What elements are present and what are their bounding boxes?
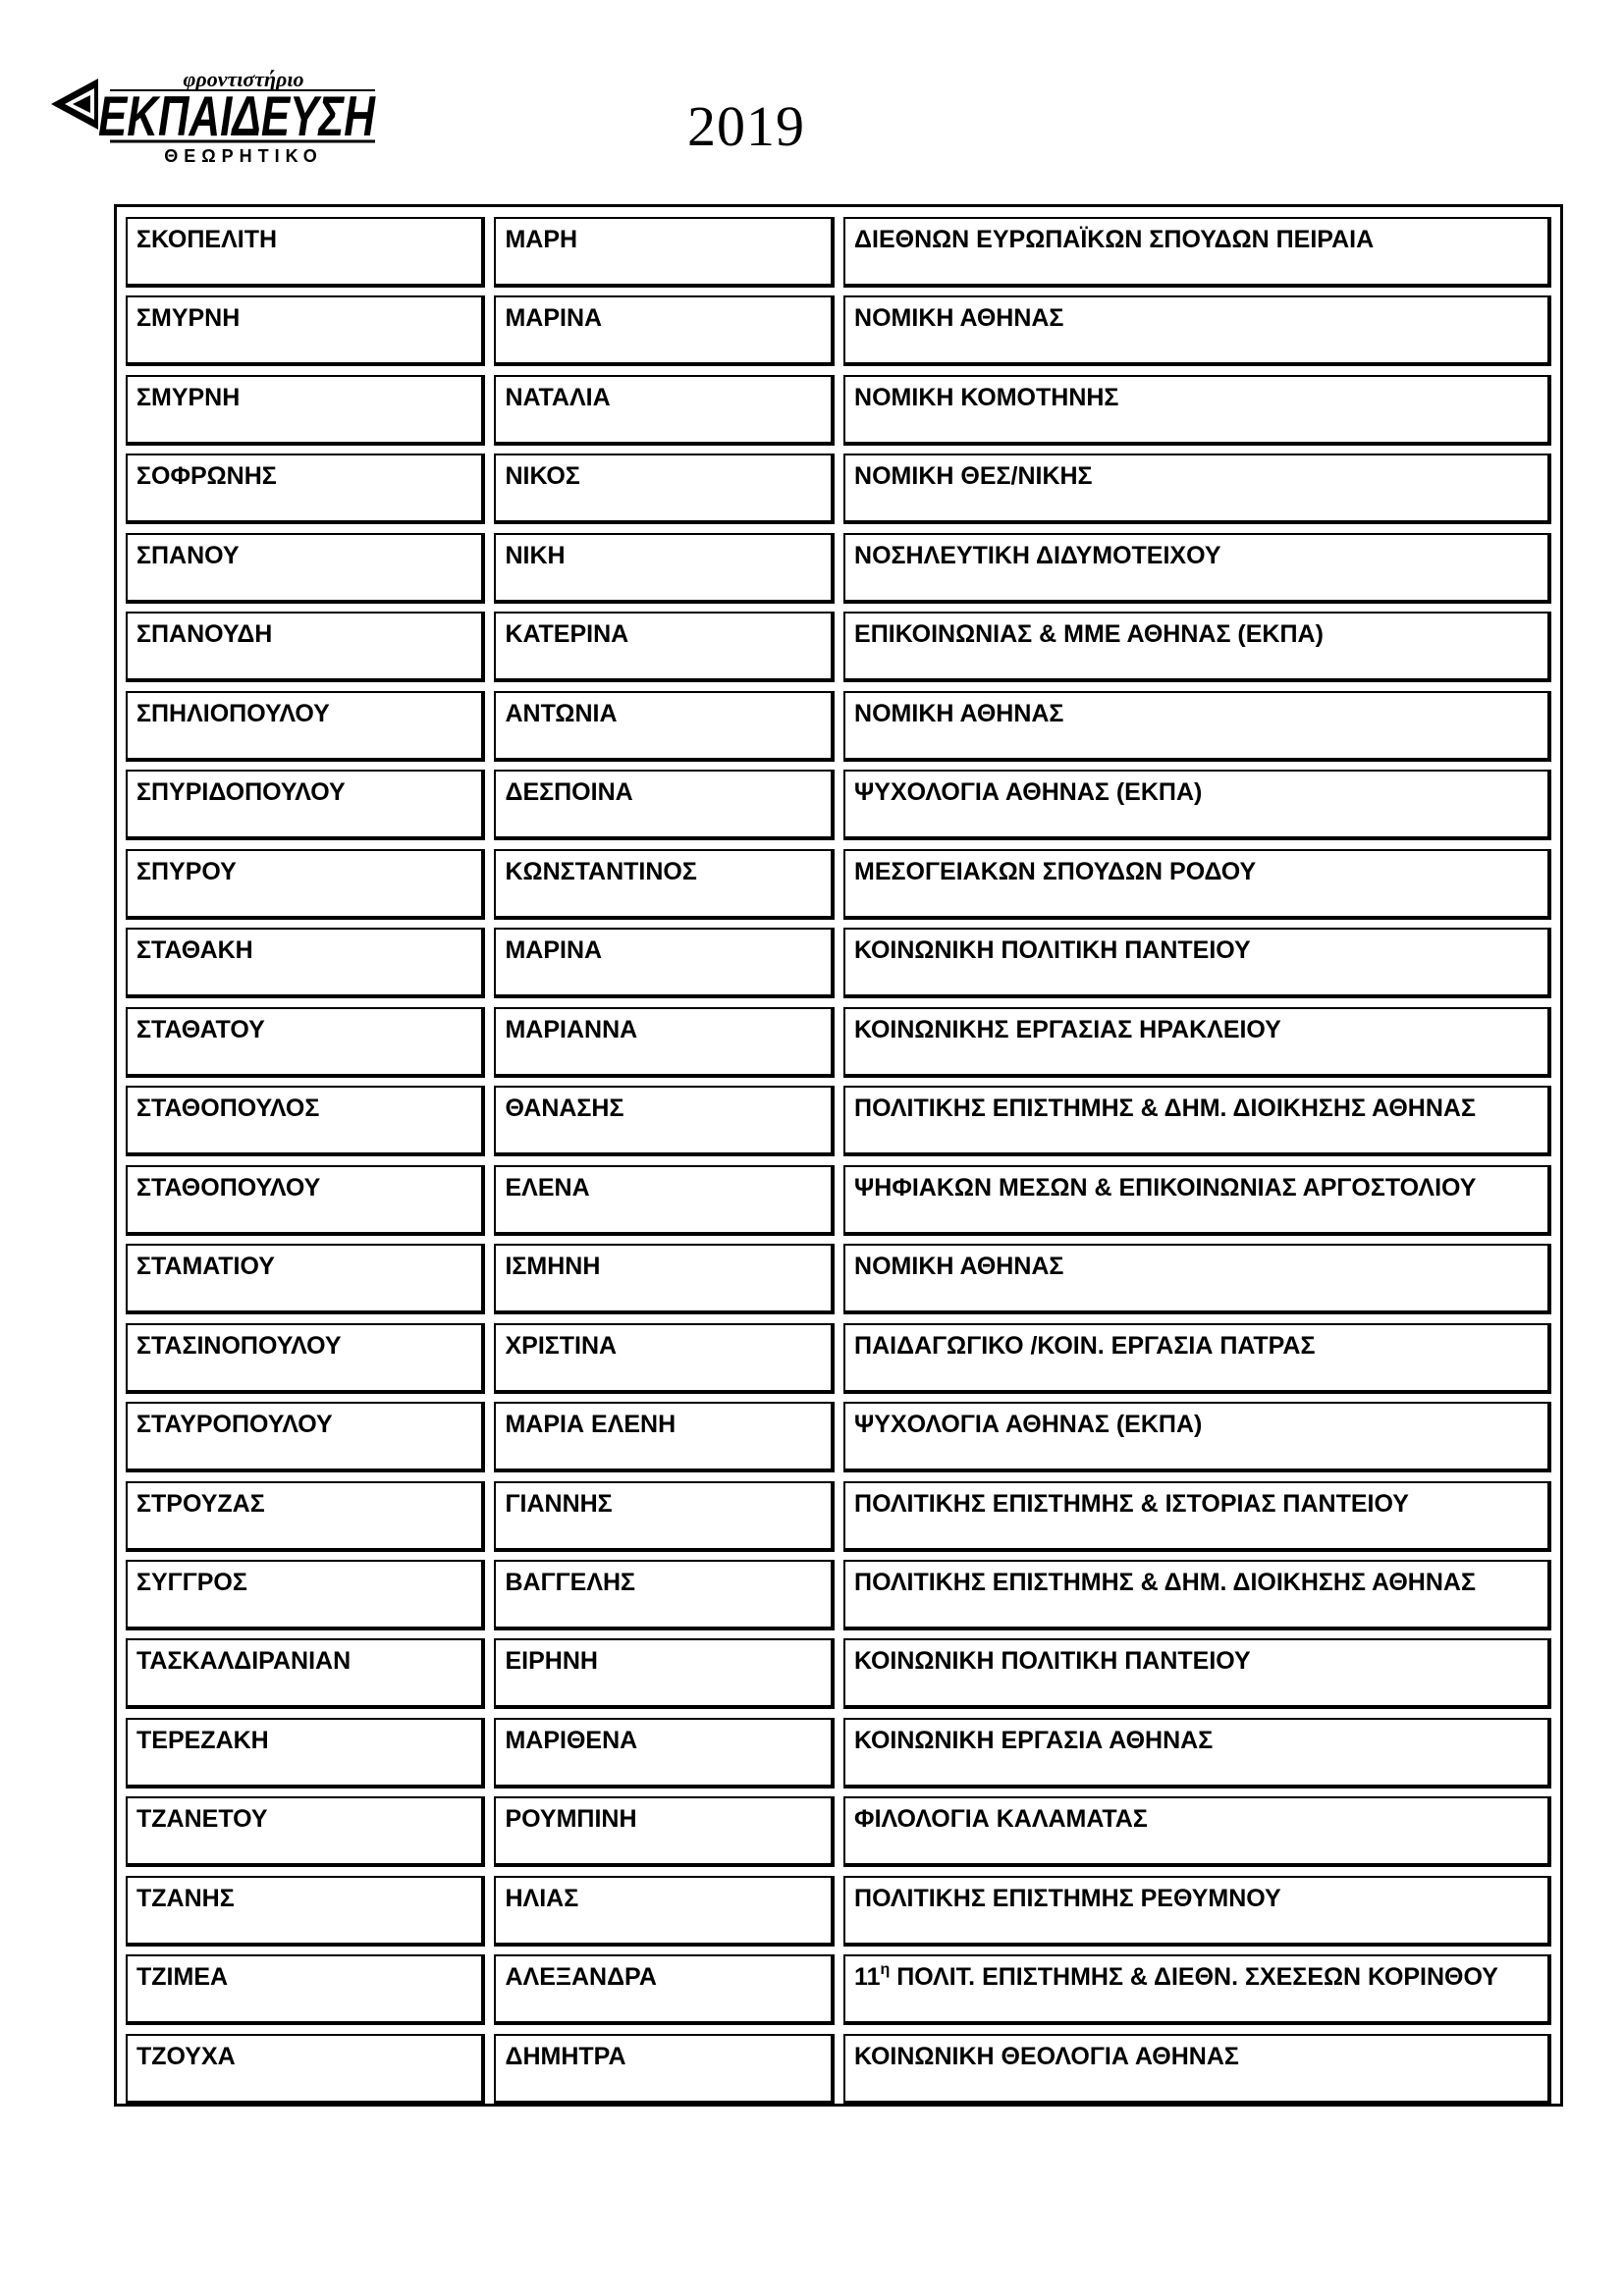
first-name-cell: ΒΑΓΓΕΛΗΣ (494, 1560, 835, 1630)
surname-cell: ΣΤΑΘΑΚΗ (126, 928, 485, 998)
table-row (126, 770, 1551, 840)
first-name-cell: ΔΕΣΠΟΙΝΑ (494, 770, 835, 840)
logo-main-text: ΕΚΠΑΙΔΕΥΣΗ (98, 84, 376, 148)
school-superscript: η (880, 1961, 891, 1979)
table-row (126, 375, 1551, 446)
table-row (126, 2034, 1551, 2105)
first-name-cell: ΜΑΡΙΝΑ (494, 928, 835, 998)
table-row (126, 1560, 1551, 1630)
first-name-cell: ΑΝΤΩΝΙΑ (494, 691, 835, 762)
school-cell: ΨΥΧΟΛΟΓΙΑ ΑΘΗΝΑΣ (ΕΚΠΑ) (843, 770, 1551, 840)
surname-cell: ΣΤΡΟΥΖΑΣ (126, 1481, 485, 1552)
table-row (126, 849, 1551, 920)
school-cell: ΔΙΕΘΝΩΝ ΕΥΡΩΠΑΪΚΩΝ ΣΠΟΥΔΩΝ ΠΕΙΡΑΙΑ (843, 217, 1551, 288)
first-name-cell: ΘΑΝΑΣΗΣ (494, 1086, 835, 1156)
table-row (126, 1244, 1551, 1314)
surname-cell: ΣΤΑΜΑΤΙΟΥ (126, 1244, 485, 1314)
table-row (126, 1402, 1551, 1472)
first-name-cell: ΝΙΚΟΣ (494, 454, 835, 524)
surname-cell: ΣΠΑΝΟΥ (126, 533, 485, 604)
surname-cell: ΣΤΑΥΡΟΠΟΥΛΟΥ (126, 1402, 485, 1472)
surname-cell: ΤΖΟΥΧΑ (126, 2034, 485, 2105)
table-row (126, 1481, 1551, 1552)
surname-cell: ΣΤΑΘΟΠΟΥΛΟΥ (126, 1165, 485, 1236)
school-cell: ΕΠΙΚΟΙΝΩΝΙΑΣ & ΜΜΕ ΑΘΗΝΑΣ (ΕΚΠΑ) (843, 612, 1551, 682)
first-name-cell: ΓΙΑΝΝΗΣ (494, 1481, 835, 1552)
school-prefix: 11 (854, 1963, 881, 1992)
first-name-cell: ΑΛΕΞΑΝΔΡΑ (494, 1954, 835, 2025)
surname-cell: ΣΠΥΡΟΥ (126, 849, 485, 920)
surname-cell: ΣΚΟΠΕΛΙΤΗ (126, 217, 485, 288)
first-name-cell: ΜΑΡΙΘΕΝΑ (494, 1718, 835, 1789)
school-cell: ΠΟΛΙΤΙΚΗΣ ΕΠΙΣΤΗΜΗΣ & ΙΣΤΟΡΙΑΣ ΠΑΝΤΕΙΟΥ (843, 1481, 1551, 1552)
results-table (114, 204, 1563, 2107)
school-cell: ΝΟΣΗΛΕΥΤΙΚΗ ΔΙΔΥΜΟΤΕΙΧΟΥ (843, 533, 1551, 604)
table-row (126, 1323, 1551, 1394)
school-cell: ΠΟΛΙΤΙΚΗΣ ΕΠΙΣΤΗΜΗΣ & ΔΗΜ. ΔΙΟΙΚΗΣΗΣ ΑΘΗΝΑΣ (843, 1560, 1551, 1630)
table-row (126, 1954, 1551, 2025)
table-row (126, 1086, 1551, 1156)
first-name-cell: ΜΑΡΙΝΑ (494, 295, 835, 366)
school-cell (843, 1954, 1551, 2025)
school-cell: ΠΑΙΔΑΓΩΓΙΚΟ /ΚΟΙΝ. ΕΡΓΑΣΙΑ ΠΑΤΡΑΣ (843, 1323, 1551, 1394)
first-name-cell: ΜΑΡΙΑΝΝΑ (494, 1007, 835, 1078)
table-row (126, 1638, 1551, 1709)
first-name-cell: ΜΑΡΗ (494, 217, 835, 288)
school-cell: ΝΟΜΙΚΗ ΑΘΗΝΑΣ (843, 691, 1551, 762)
first-name-cell: ΙΣΜΗΝΗ (494, 1244, 835, 1314)
first-name-cell: ΝΑΤΑΛΙΑ (494, 375, 835, 446)
surname-cell: ΤΖΑΝΕΤΟΥ (126, 1796, 485, 1867)
table-row (126, 691, 1551, 762)
school-cell: ΚΟΙΝΩΝΙΚΗ ΕΡΓΑΣΙΑ ΑΘΗΝΑΣ (843, 1718, 1551, 1789)
first-name-cell: ΔΗΜΗΤΡΑ (494, 2034, 835, 2105)
logo-bottom-text: ΘΕΩΡΗΤΙΚΟ (164, 146, 323, 166)
first-name-cell: ΚΑΤΕΡΙΝΑ (494, 612, 835, 682)
table-row (126, 1796, 1551, 1867)
surname-cell: ΤΖΑΝΗΣ (126, 1876, 485, 1947)
logo-graphic (51, 67, 375, 165)
school-cell: ΝΟΜΙΚΗ ΑΘΗΝΑΣ (843, 295, 1551, 366)
school-cell: ΚΟΙΝΩΝΙΚΗ ΘΕΟΛΟΓΙΑ ΑΘΗΝΑΣ (843, 2034, 1551, 2105)
table-row (126, 1876, 1551, 1947)
first-name-cell: ΝΙΚΗ (494, 533, 835, 604)
surname-cell: ΣΜΥΡΝΗ (126, 375, 485, 446)
surname-cell: ΤΕΡΕΖΑΚΗ (126, 1718, 485, 1789)
school-cell: ΨΥΧΟΛΟΓΙΑ ΑΘΗΝΑΣ (ΕΚΠΑ) (843, 1402, 1551, 1472)
page-year: 2019 (687, 94, 805, 158)
surname-cell: ΣΤΑΘΑΤΟΥ (126, 1007, 485, 1078)
surname-cell: ΣΜΥΡΝΗ (126, 295, 485, 366)
surname-cell: ΣΤΑΣΙΝΟΠΟΥΛΟΥ (126, 1323, 485, 1394)
surname-cell: ΣΤΑΘΟΠΟΥΛΟΣ (126, 1086, 485, 1156)
table-row (126, 217, 1551, 288)
school-cell: ΠΟΛΙΤΙΚΗΣ ΕΠΙΣΤΗΜΗΣ & ΔΗΜ. ΔΙΟΙΚΗΣΗΣ ΑΘΗΝΑΣ (843, 1086, 1551, 1156)
school-cell: ΝΟΜΙΚΗ ΚΟΜΟΤΗΝΗΣ (843, 375, 1551, 446)
surname-cell: ΤΖΙΜΕΑ (126, 1954, 485, 2025)
table-row (126, 1165, 1551, 1236)
surname-cell: ΣΠΥΡΙΔΟΠΟΥΛΟΥ (126, 770, 485, 840)
school-cell: ΚΟΙΝΩΝΙΚΗ ΠΟΛΙΤΙΚΗ ΠΑΝΤΕΙΟΥ (843, 1638, 1551, 1709)
surname-cell: ΣΥΓΓΡΟΣ (126, 1560, 485, 1630)
school-cell: ΝΟΜΙΚΗ ΘΕΣ/ΝΙΚΗΣ (843, 454, 1551, 524)
table-row (126, 928, 1551, 998)
first-name-cell: ΧΡΙΣΤΙΝΑ (494, 1323, 835, 1394)
school-cell: ΚΟΙΝΩΝΙΚΗΣ ΕΡΓΑΣΙΑΣ ΗΡΑΚΛΕΙΟΥ (843, 1007, 1551, 1078)
school-cell: ΠΟΛΙΤΙΚΗΣ ΕΠΙΣΤΗΜΗΣ ΡΕΘΥΜΝΟΥ (843, 1876, 1551, 1947)
school-cell: ΦΙΛΟΛΟΓΙΑ ΚΑΛΑΜΑΤΑΣ (843, 1796, 1551, 1867)
first-name-cell: ΜΑΡΙΑ ΕΛΕΝΗ (494, 1402, 835, 1472)
school-cell: ΜΕΣΟΓΕΙΑΚΩΝ ΣΠΟΥΔΩΝ ΡΟΔΟΥ (843, 849, 1551, 920)
table-row (126, 295, 1551, 366)
results-rows (126, 217, 1551, 2094)
first-name-cell: ΡΟΥΜΠΙΝΗ (494, 1796, 835, 1867)
surname-cell: ΣΠΑΝΟΥΔΗ (126, 612, 485, 682)
table-row (126, 1718, 1551, 1789)
first-name-cell: ΗΛΙΑΣ (494, 1876, 835, 1947)
first-name-cell: ΕΙΡΗΝΗ (494, 1638, 835, 1709)
logo-top-text: φροντιστήριο (183, 67, 304, 91)
first-name-cell: ΚΩΝΣΤΑΝΤΙΝΟΣ (494, 849, 835, 920)
table-row (126, 454, 1551, 524)
table-row (126, 533, 1551, 604)
school-text: ΠΟΛΙΤ. ΕΠΙΣΤΗΜΗΣ & ΔΙΕΘΝ. ΣΧΕΣΕΩΝ ΚΟΡΙΝΘΟΥ (890, 1963, 1498, 1992)
school-cell: ΚΟΙΝΩΝΙΚΗ ΠΟΛΙΤΙΚΗ ΠΑΝΤΕΙΟΥ (843, 928, 1551, 998)
table-row (126, 1007, 1551, 1078)
school-cell: ΨΗΦΙΑΚΩΝ ΜΕΣΩΝ & ΕΠΙΚΟΙΝΩΝΙΑΣ ΑΡΓΟΣΤΟΛΙΟΥ (843, 1165, 1551, 1236)
surname-cell: ΣΟΦΡΩΝΗΣ (126, 454, 485, 524)
first-name-cell: ΕΛΕΝΑ (494, 1165, 835, 1236)
surname-cell: ΣΠΗΛΙΟΠΟΥΛΟΥ (126, 691, 485, 762)
school-cell: ΝΟΜΙΚΗ ΑΘΗΝΑΣ (843, 1244, 1551, 1314)
surname-cell: ΤΑΣΚΑΛΔΙΡΑΝΙΑΝ (126, 1638, 485, 1709)
logo (51, 67, 375, 165)
table-row (126, 612, 1551, 682)
